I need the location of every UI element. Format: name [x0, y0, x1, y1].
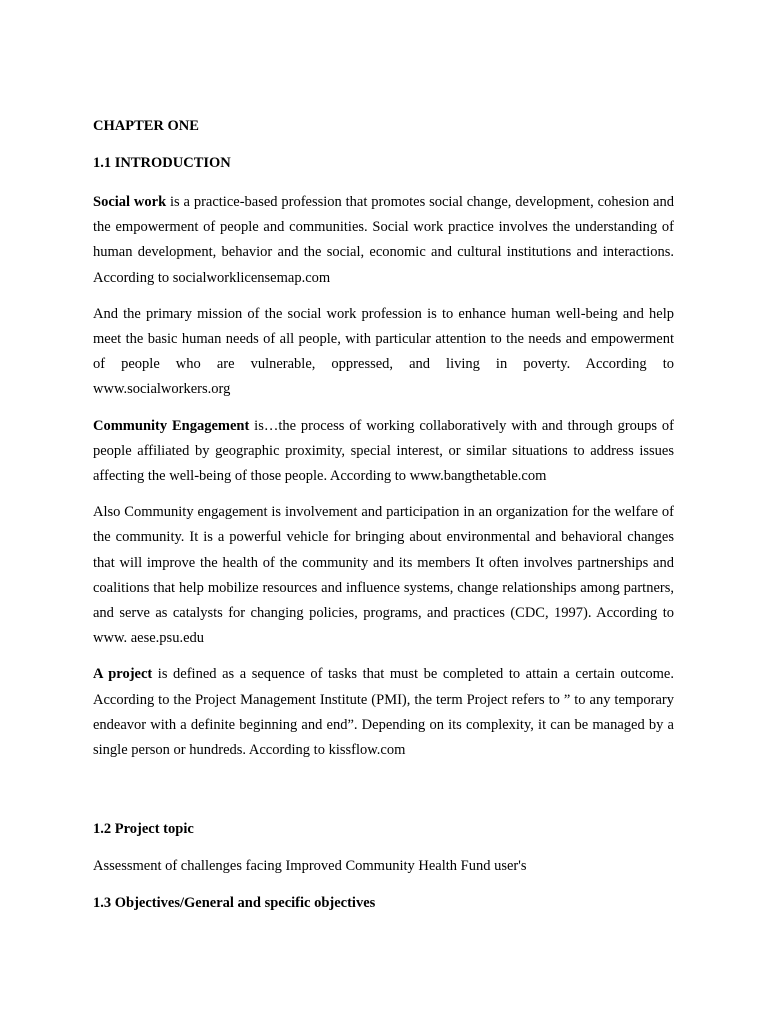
paragraph-community-engagement-text: is…the process of working collaboratively with and through groups of people affiliated by geographic proximity, special interest, or similar situations to address issues affecting the well-being of those people. According to www.bangthetable.com — [93, 417, 674, 485]
project-topic-text: Assessment of challenges facing Improved Community Health Fund user's — [93, 858, 527, 875]
chapter-heading: CHAPTER ONE — [93, 118, 199, 134]
term-community-engagement: Community Engagement — [93, 417, 250, 434]
term-project: A project — [93, 666, 153, 683]
paragraph-mission — [93, 302, 674, 403]
term-social-work: Social work — [93, 194, 167, 210]
paragraph-community-engagement-also-text: Also Community engagement is involvement and participation in an organization for the welfare of the community. It is a powerful vehicle for bringing about environmental and behavioral changes that will improve the health of the community and its members It often involves partnerships and coalitions that help mobilize resources and influence systems, change relationships among partners, and serve as catalysts for changing policies, programs, and practices (CDC, 1997). According to www. aese.psu.edu — [93, 504, 674, 647]
document-page — [93, 116, 674, 913]
paragraph-project-text: is defined as a sequence of tasks that must be completed to attain a certain outcome. According to the Project Management Institute (PMI), the term Project refers to ” to any temporary endeavor with a definite beginning and end”. Depending on its complexity, it can be managed by a single person or hundreds. According to kissflow.com — [93, 666, 674, 759]
paragraph-social-work-text: is a practice-based profession that promotes social change, development, cohesion and the empowerment of people and communities. Social work practice involves the understanding of human development, behavior and the social, economic and cultural institutions and interactions. According to socialworklicensemap.com — [93, 194, 674, 286]
blank-space — [93, 774, 674, 819]
paragraph-mission-text: And the primary mission of the social work profession is to enhance human well-being and help meet the basic human needs of all people, with particular attention to the needs and empowerment of people who are vulnerable, oppressed, and living in poverty. According to www.socialworkers.org — [93, 305, 674, 398]
paragraph-project — [93, 662, 674, 763]
paragraph-community-engagement — [93, 414, 674, 490]
section-heading-project-topic: 1.2 Project topic — [93, 821, 194, 838]
paragraph-community-engagement-also — [93, 500, 674, 651]
section-heading-objectives: 1.3 Objectives/General and specific objectives — [93, 895, 376, 912]
paragraph-social-work — [93, 190, 674, 291]
section-heading-introduction: 1.1 INTRODUCTION — [93, 155, 231, 171]
